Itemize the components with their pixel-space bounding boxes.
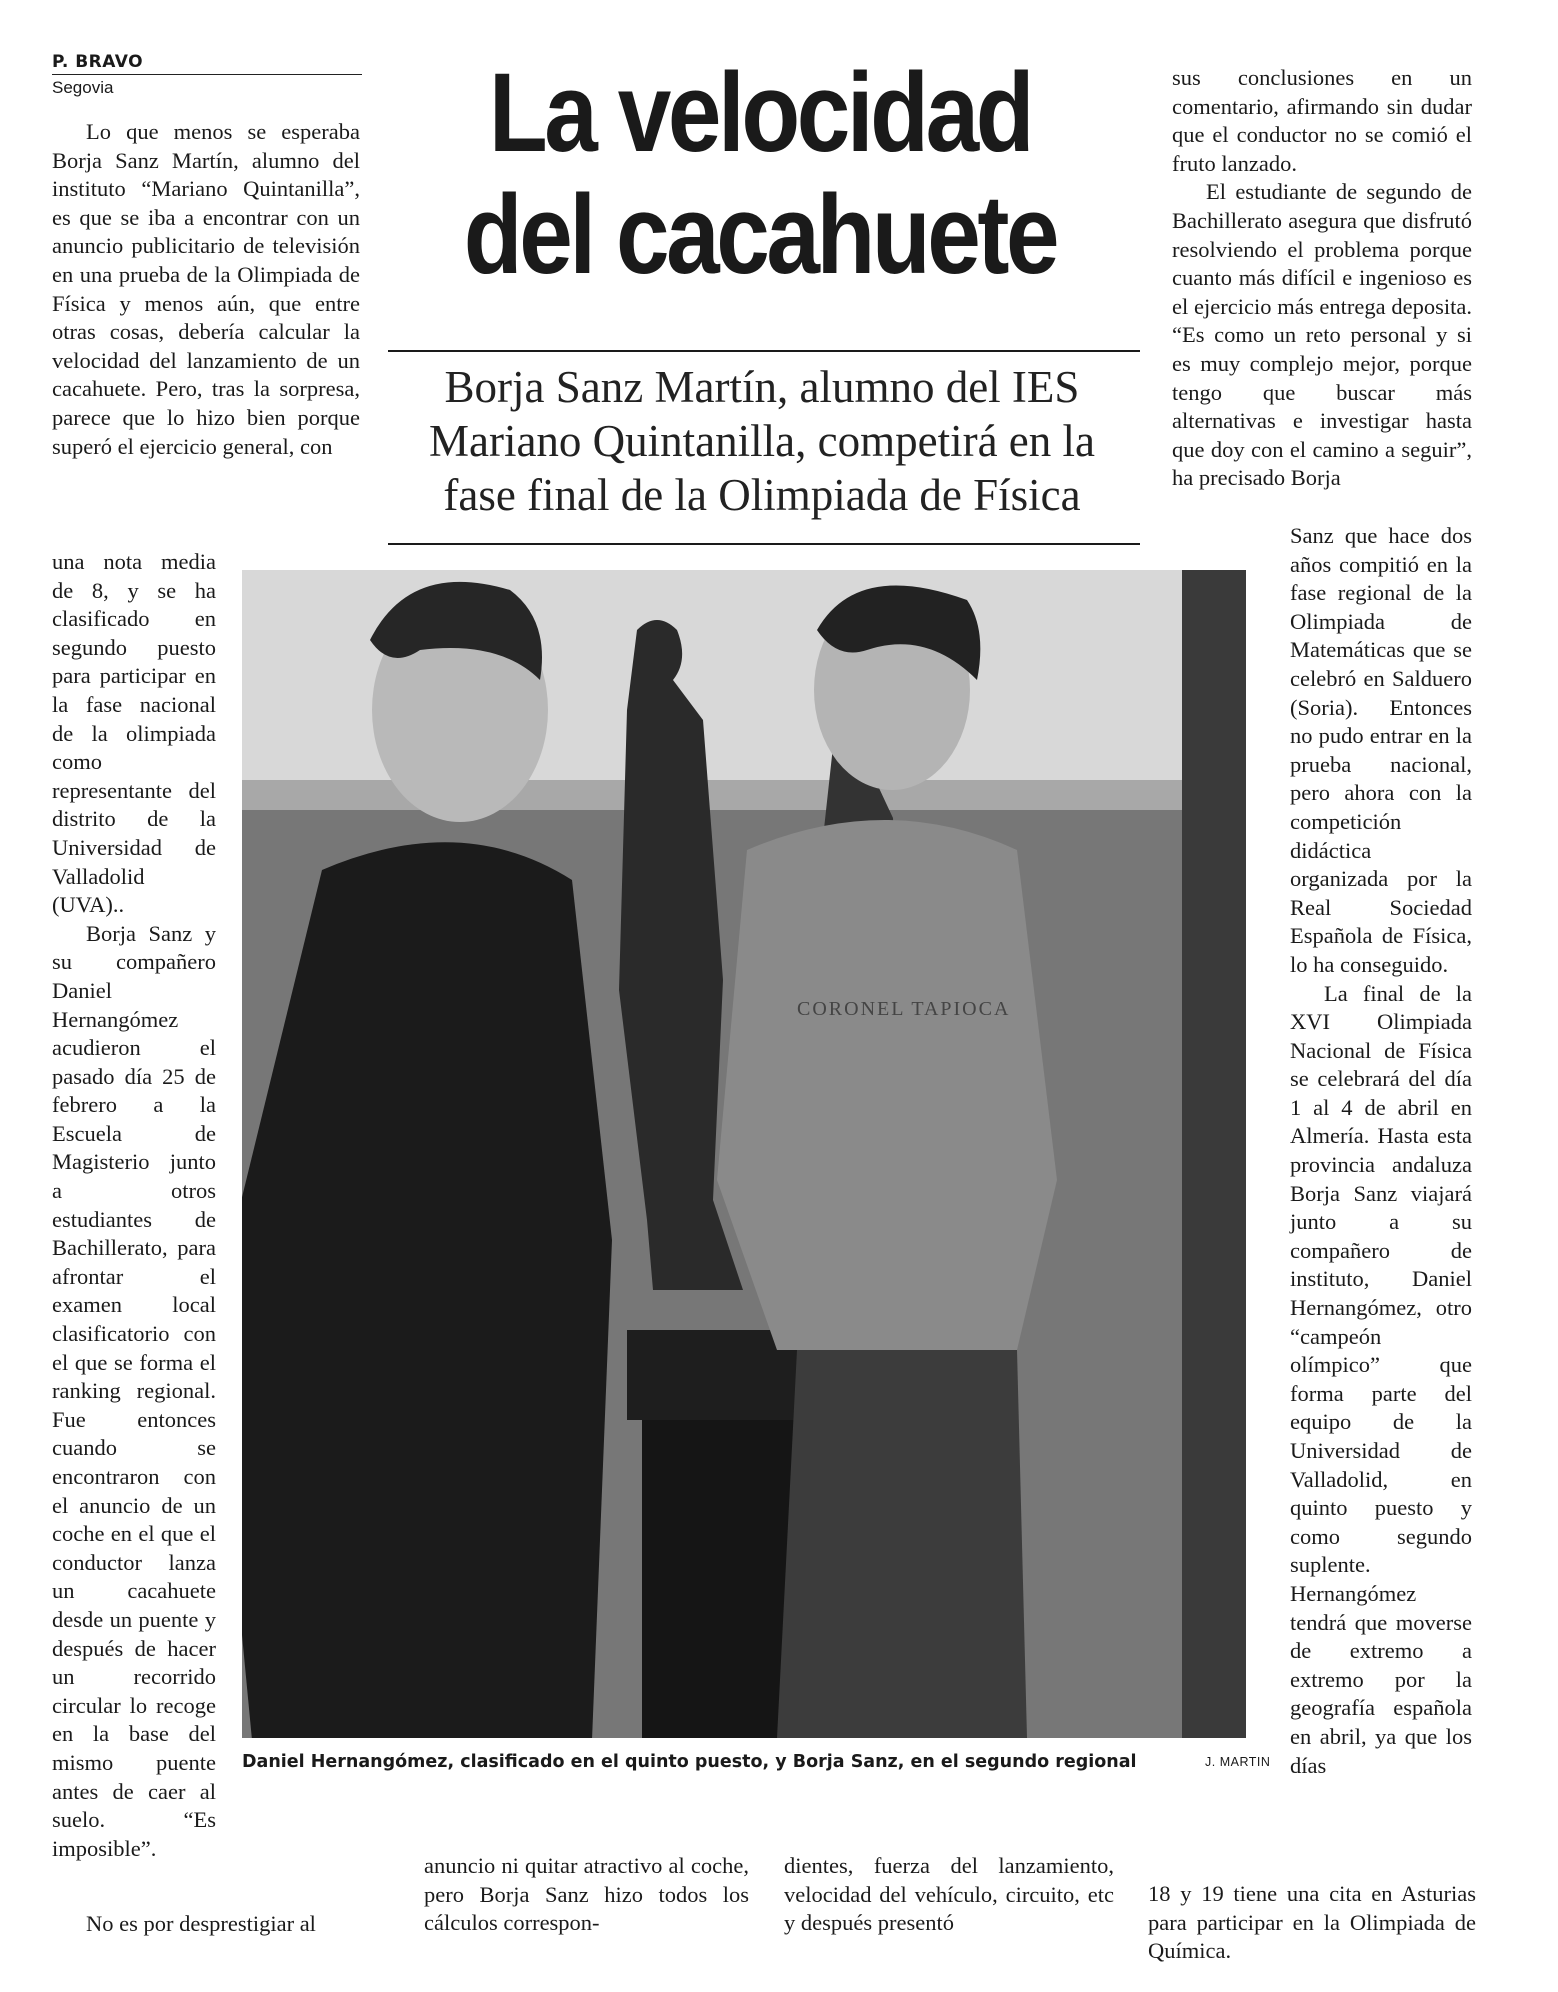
byline xyxy=(52,52,362,75)
deck-top-rule xyxy=(388,350,1140,352)
paragraph-intro: Lo que menos se esperaba Borja Sanz Martín, alumno del instituto “Mariano Quintanilla”, es que se iba a encontrar con un anuncio publicitario de televisión en una prueba de la Olimpiada de Física y menos aún, que entre otras cosas, debería calcular la velocidad del lanzamiento de un cacahuete. Pero, tras la sorpresa, parece que lo hizo bien porque superó el ejercicio general, con xyxy=(52,119,360,459)
paragraph-estudiante-cont: Sanz que hace dos años compitió en la fase regional de la Olimpiada de Matemáticas que se celebró en Salduero (Soria). Entonces no pudo entrar en la prueba nacional, pero ahora con la competición didáctica organizada por la Real Sociedad Española de Física, lo ha conseguido. xyxy=(1290,523,1472,977)
paragraph-desprestigiar: No es por desprestigiar al xyxy=(86,1911,316,1936)
headline-line-1: La velocidad xyxy=(488,50,1032,175)
shirt-print-text: CORONEL TAPIOCA xyxy=(797,998,1011,1020)
person-right-jeans xyxy=(777,1350,1027,1738)
person-right-shirt xyxy=(717,820,1057,1350)
deck-subtitle: Borja Sanz Martín, alumno del IES Mariano Quintanilla, competirá en la fase final de la Olimpiada de Física xyxy=(428,362,1095,520)
paragraph-quimica: 18 y 19 tiene una cita en Asturias para participar en la Olimpiada de Química. xyxy=(1148,1881,1476,1964)
paragraph-anuncio: Borja Sanz y su compañero Daniel Hernangómez acudieron el pasado día 25 de febrero a la Escuela de Magisterio junto a otros estudiantes de Bachillerato, para afrontar el examen local clasificatorio con el que se forma el ranking regional. Fue entonces cuando se encontraron con el anuncio de un coche en el que el conductor lanza un cacahuete desde un puente y después de hacer un recorrido circular lo recoge en la base del mismo puente antes de caer al suelo. “Es imposible”. xyxy=(52,920,216,1861)
person-left-body xyxy=(242,842,612,1738)
photo-credit: J. MARTIN xyxy=(1205,1755,1271,1769)
column-1-bottom xyxy=(52,1910,392,1939)
paragraph-col3: dientes, fuerza del lanzamiento, velocidad del vehículo, circuito, etc y después presentó xyxy=(784,1853,1114,1936)
column-3-bottom xyxy=(784,1852,1114,1938)
news-photo xyxy=(242,570,1246,1738)
deck-bottom-rule xyxy=(388,543,1140,545)
paragraph-conclusiones: sus conclusiones en un comentario, afirmando sin dudar que el conductor no se comió el fruto lanzado. xyxy=(1172,65,1472,176)
column-4-top xyxy=(1172,64,1472,493)
paragraph-estudiante: El estudiante de segundo de Bachillerato asegura que disfrutó resolviendo el problema porque cuanto más difícil e ingenioso es el ejercicio más entrega deposita. “Es como un reto personal y si es muy complejo mejor, porque tengo que buscar más alternativas e investigar hasta que doy con el camino a seguir”, ha precisado Borja xyxy=(1172,179,1472,491)
paragraph-col2: anuncio ni quitar atractivo al coche, pero Borja Sanz hizo todos los cálculos correspon- xyxy=(424,1853,749,1936)
photo-caption: Daniel Hernangómez, clasificado en el quinto puesto, y Borja Sanz, en el segundo regional xyxy=(242,1752,1137,1772)
column-4-narrow xyxy=(1290,522,1472,1780)
author-name: P. BRAVO xyxy=(52,52,144,72)
column-4-bottom xyxy=(1148,1880,1476,1966)
column-1-narrow xyxy=(52,548,216,1863)
headline xyxy=(425,52,1096,296)
dateline: Segovia xyxy=(52,78,114,97)
column-2-bottom xyxy=(424,1852,749,1938)
column-1-top xyxy=(52,118,360,461)
paragraph-final: La final de la XVI Olimpiada Nacional de Física se celebrará del día 1 al 4 de abril en Almería. Hasta esta provincia andaluza Borja Sanz viajará junto a su compañero de instituto, Daniel Hernangómez, otro “campeón olímpico” que forma parte del equipo de la Universidad de Valladolid, en quinto puesto y como segundo suplente. Hernangómez tendrá que moverse de extremo a extremo por la geografía española en abril, ya que los días xyxy=(1290,980,1472,1778)
paragraph-intro-cont: una nota media de 8, y se ha clasificado en segundo puesto para participar en la fase nacional de la olimpiada como representante del distrito de la Universidad de Valladolid (UVA).. xyxy=(52,549,216,918)
headline-line-2: del cacahuete xyxy=(463,172,1057,297)
